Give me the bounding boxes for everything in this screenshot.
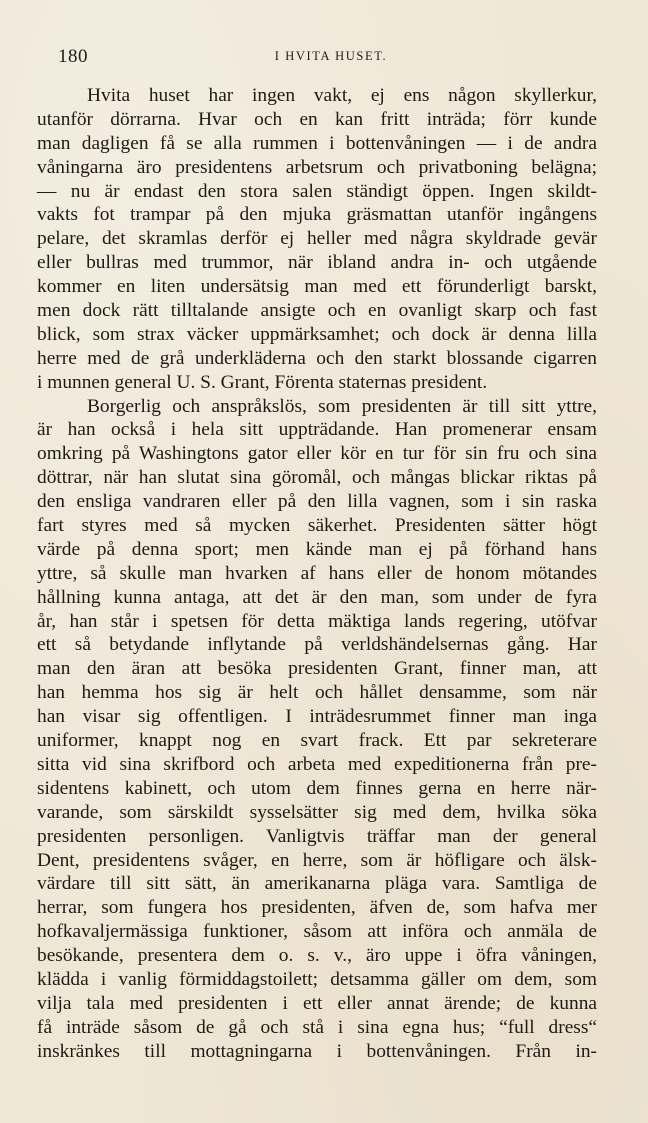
text-line: varande, som särskildt sysselsätter sig med dem, hvilka söka bbox=[37, 801, 597, 823]
text-line: eller bullras med trummor, när ibland andra in- och utgående bbox=[37, 252, 597, 274]
text-line: yttre, så skulle man hvarken af hans eller de honom mötandes bbox=[37, 562, 597, 584]
text-line: herre med de grå underkläderna och den starkt blossande cigarren bbox=[37, 347, 597, 369]
text-line: man dagligen få se alla rummen i bottenvåningen — i de andra bbox=[37, 132, 597, 154]
text-line: är han också i hela sitt uppträdande. Han promenerar ensam bbox=[37, 419, 597, 441]
text-line: sitta vid sina skrifbord och arbeta med expeditionerna från pre- bbox=[37, 753, 597, 775]
text-line: utanför dörrarna. Hvar och en kan fritt inträda; förr kunde bbox=[37, 108, 597, 130]
running-title: I HVITA HUSET. bbox=[274, 49, 388, 63]
page-number: 180 bbox=[58, 46, 88, 67]
text-line: döttrar, när han slutat sina göromål, och mångas blickar riktas på bbox=[37, 467, 597, 489]
text-line: hållning kunna antaga, att det är den man, som under de fyra bbox=[37, 586, 597, 608]
text-line: han hemma hos sig är helt och hållet densamme, som när bbox=[37, 682, 597, 704]
text-line: Hvita huset har ingen vakt, ej ens någon skyllerkur, bbox=[87, 85, 597, 106]
text-line: Borgerlig och anspråkslös, som presidenten är till sitt yttre, bbox=[87, 395, 597, 417]
text-line: hofkavaljermässiga funktioner, såsom att införa och anmäla de bbox=[37, 921, 597, 943]
text-line: värdare till sitt sätt, än amerikanarna pläga vara. Samtliga de bbox=[37, 873, 597, 895]
text-line: den ensliga vandraren eller på den lilla vagnen, som i sin raska bbox=[37, 491, 597, 513]
text-line: blick, som strax väcker uppmärksamhet; och dock är denna lilla bbox=[37, 323, 597, 345]
text-line: herrar, som fungera hos presidenten, äfven de, som hafva mer bbox=[37, 897, 597, 919]
text-line: han visar sig offentligen. I inträdesrummet finner man inga bbox=[37, 706, 597, 728]
text-line: Dent, presidentens svåger, en herre, som är höfligare och älsk- bbox=[37, 849, 597, 871]
body-text bbox=[37, 84, 597, 1064]
text-line: våningarna äro presidentens arbetsrum och privatboning belägna; bbox=[37, 156, 597, 178]
text-line: pelare, det skramlas derför ej heller med några skyldrade gevär bbox=[37, 228, 597, 250]
text-line: kommer en liten undersätsig man med ett förunderligt barskt, bbox=[37, 276, 597, 298]
text-line: ett så betydande inflytande på verldshändelsernas gång. Har bbox=[37, 634, 597, 656]
text-line: sidentens kabinett, och utom dem finnes gerna en herre när- bbox=[37, 777, 597, 799]
text-line: — nu är endast den stora salen ständigt öppen. Ingen skildt- bbox=[37, 180, 597, 202]
text-line: fart styres med så mycken säkerhet. Presidenten sätter högt bbox=[37, 515, 597, 537]
text-line: man den äran att besöka presidenten Grant, finner man, att bbox=[37, 658, 597, 680]
text-line: vilja tala med presidenten i ett eller annat ärende; de kunna bbox=[37, 992, 597, 1014]
text-line: i munnen general U. S. Grant, Förenta staternas president. bbox=[37, 371, 488, 393]
text-line: men dock rätt tilltalande ansigte och en ovanligt skarp och fast bbox=[37, 300, 597, 322]
running-head bbox=[58, 46, 604, 70]
text-line: vakts fot trampar på den mjuka gräsmattan utanför ingångens bbox=[37, 204, 597, 226]
text-line: år, han står i spetsen för detta mäktiga lands regering, utöfvar bbox=[37, 610, 597, 632]
text-line: värde på denna sport; men kände man ej på förhand hans bbox=[37, 538, 597, 560]
text-line: klädda i vanlig förmiddagstoilett; detsamma gäller om dem, som bbox=[37, 968, 597, 990]
text-line: inskränkes till mottagningarna i bottenvåningen. Från in- bbox=[37, 1040, 597, 1062]
text-line: få inträde såsom de gå och stå i sina egna hus; “full dress“ bbox=[37, 1016, 597, 1038]
text-line: besökande, presentera dem o. s. v., äro uppe i öfra våningen, bbox=[37, 945, 597, 967]
text-line: omkring på Washingtons gator eller kör en tur för sin fru och sina bbox=[37, 443, 597, 465]
text-line: uniformer, knappt nog en svart frack. Ett par sekreterare bbox=[37, 730, 597, 752]
text-line: presidenten personligen. Vanligtvis träffar man der general bbox=[37, 825, 597, 847]
